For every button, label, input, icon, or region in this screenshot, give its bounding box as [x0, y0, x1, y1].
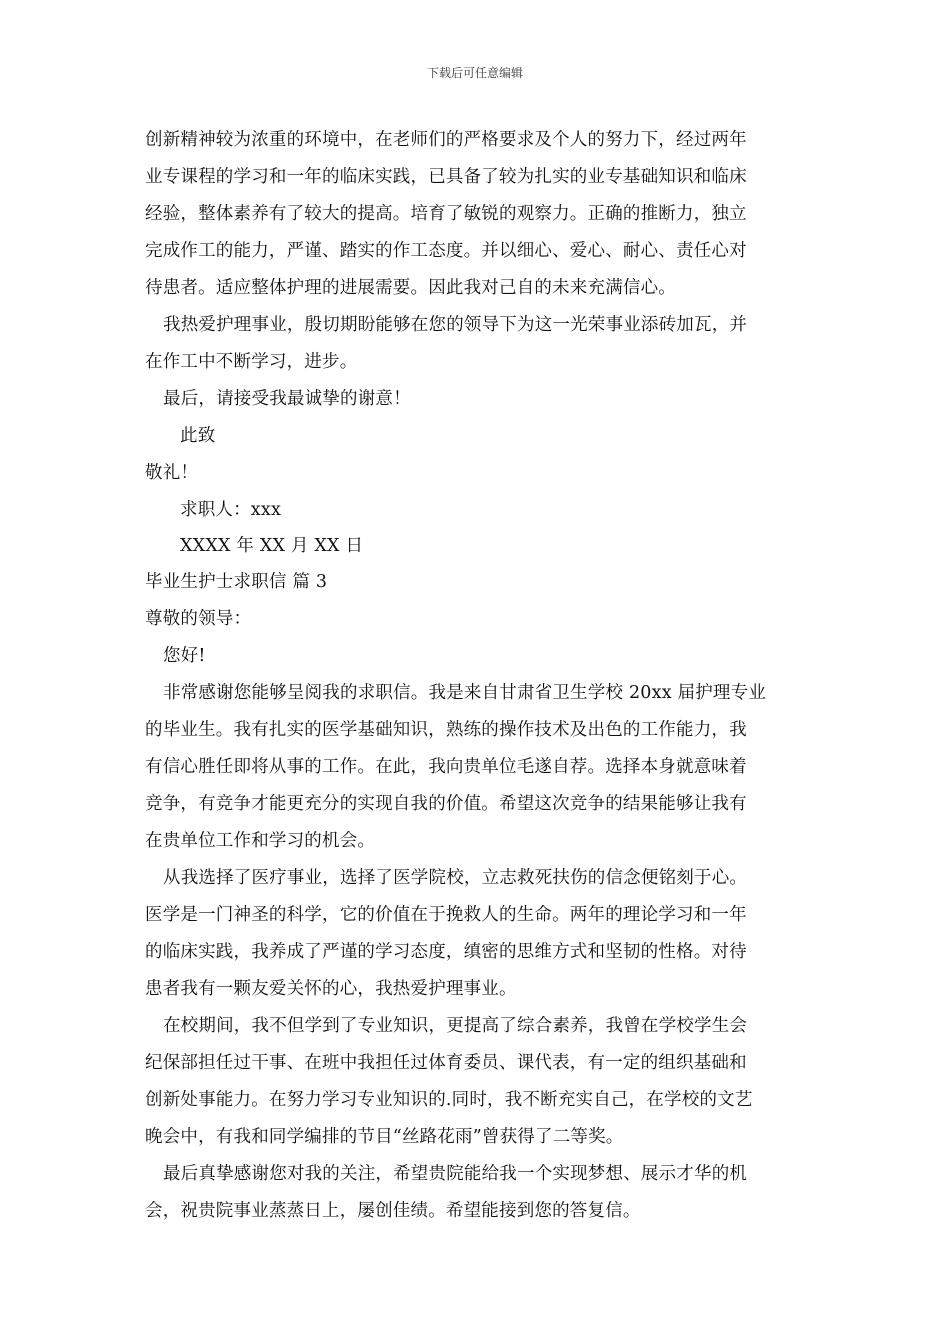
text-line: 有信心胜任即将从事的工作。在此，我向贵单位毛遂自荐。选择本身就意味着	[145, 757, 747, 777]
greeting-recipient: 尊敬的领导：	[145, 609, 252, 629]
text-line: 我热爱护理事业，殷切期盼能够在您的领导下为这一光荣事业添砖加瓦，并	[163, 315, 748, 335]
text-line: 的毕业生。我有扎实的医学基础知识，熟练的操作技术及出色的工作能力，我	[145, 720, 747, 740]
closing-thanks: 最后，请接受我最诚挚的谢意！	[163, 389, 411, 409]
text-line: 非常感谢您能够呈阅我的求职信。我是来自甘肃省卫生学校 20xx 届护理专业	[163, 683, 767, 703]
text-line: 在贵单位工作和学习的机会。	[145, 831, 376, 851]
text-line: 的临床实践，我养成了严谨的学习态度，缜密的思维方式和坚韧的性格。对待	[145, 942, 747, 962]
text-line: 医学是一门神圣的科学，它的价值在于挽救人的生命。两年的理论学习和一年	[145, 905, 747, 925]
section-title: 毕业生护士求职信 篇 3	[145, 572, 328, 592]
text-line: 完成作工的能力，严谨、踏实的作工态度。并以细心、爱心、耐心、责任心对	[145, 241, 747, 261]
applicant-signature: 求职人：xxx	[180, 500, 282, 520]
letter-date: XXXX 年 XX 月 XX 日	[180, 536, 364, 556]
text-line: 从我选择了医疗事业，选择了医学院校，立志救死扶伤的信念便铭刻于心。	[163, 868, 748, 888]
text-line: 竞争，有竞争才能更充分的实现自我的价值。希望这次竞争的结果能够让我有	[145, 794, 747, 814]
greeting: 您好!	[163, 646, 206, 666]
salutation-jingli: 敬礼！	[145, 463, 199, 483]
text-line: 创新处事能力。在努力学习专业知识的.同时，我不断充实自己，在学校的文艺	[145, 1090, 753, 1110]
text-line: 创新精神较为浓重的环境中，在老师们的严格要求及个人的努力下，经过两年	[145, 130, 747, 150]
text-line: 晚会中，有我和同学编排的节目“丝路花雨”曾获得了二等奖。	[145, 1127, 624, 1147]
text-line: 在作工中不断学习，进步。	[145, 352, 358, 372]
page-header: 下载后可任意编辑	[426, 66, 523, 80]
text-line: 待患者。适应整体护理的进展需要。因此我对己自的未来充满信心。	[145, 278, 676, 298]
text-line: 最后真挚感谢您对我的关注，希望贵院能给我一个实现梦想、展示才华的机	[163, 1164, 748, 1184]
salutation-cizhi: 此致	[180, 426, 216, 446]
text-line: 患者我有一颗友爱关怀的心，我热爱护理事业。	[145, 979, 517, 999]
text-line: 在校期间，我不但学到了专业知识，更提高了综合素养，我曾在学校学生会	[163, 1016, 748, 1036]
text-line: 经验，整体素养有了较大的提高。培育了敏锐的观察力。正确的推断力，独立	[145, 204, 747, 224]
letter-body	[145, 122, 809, 1230]
text-line: 会，祝贵院事业蒸蒸日上，屡创佳绩。希望能接到您的答复信。	[145, 1201, 641, 1221]
text-line: 纪保部担任过干事、在班中我担任过体育委员、课代表，有一定的组织基础和	[145, 1053, 747, 1073]
text-line: 业专课程的学习和一年的临床实践，已具备了较为扎实的业专基础知识和临床	[145, 167, 747, 187]
